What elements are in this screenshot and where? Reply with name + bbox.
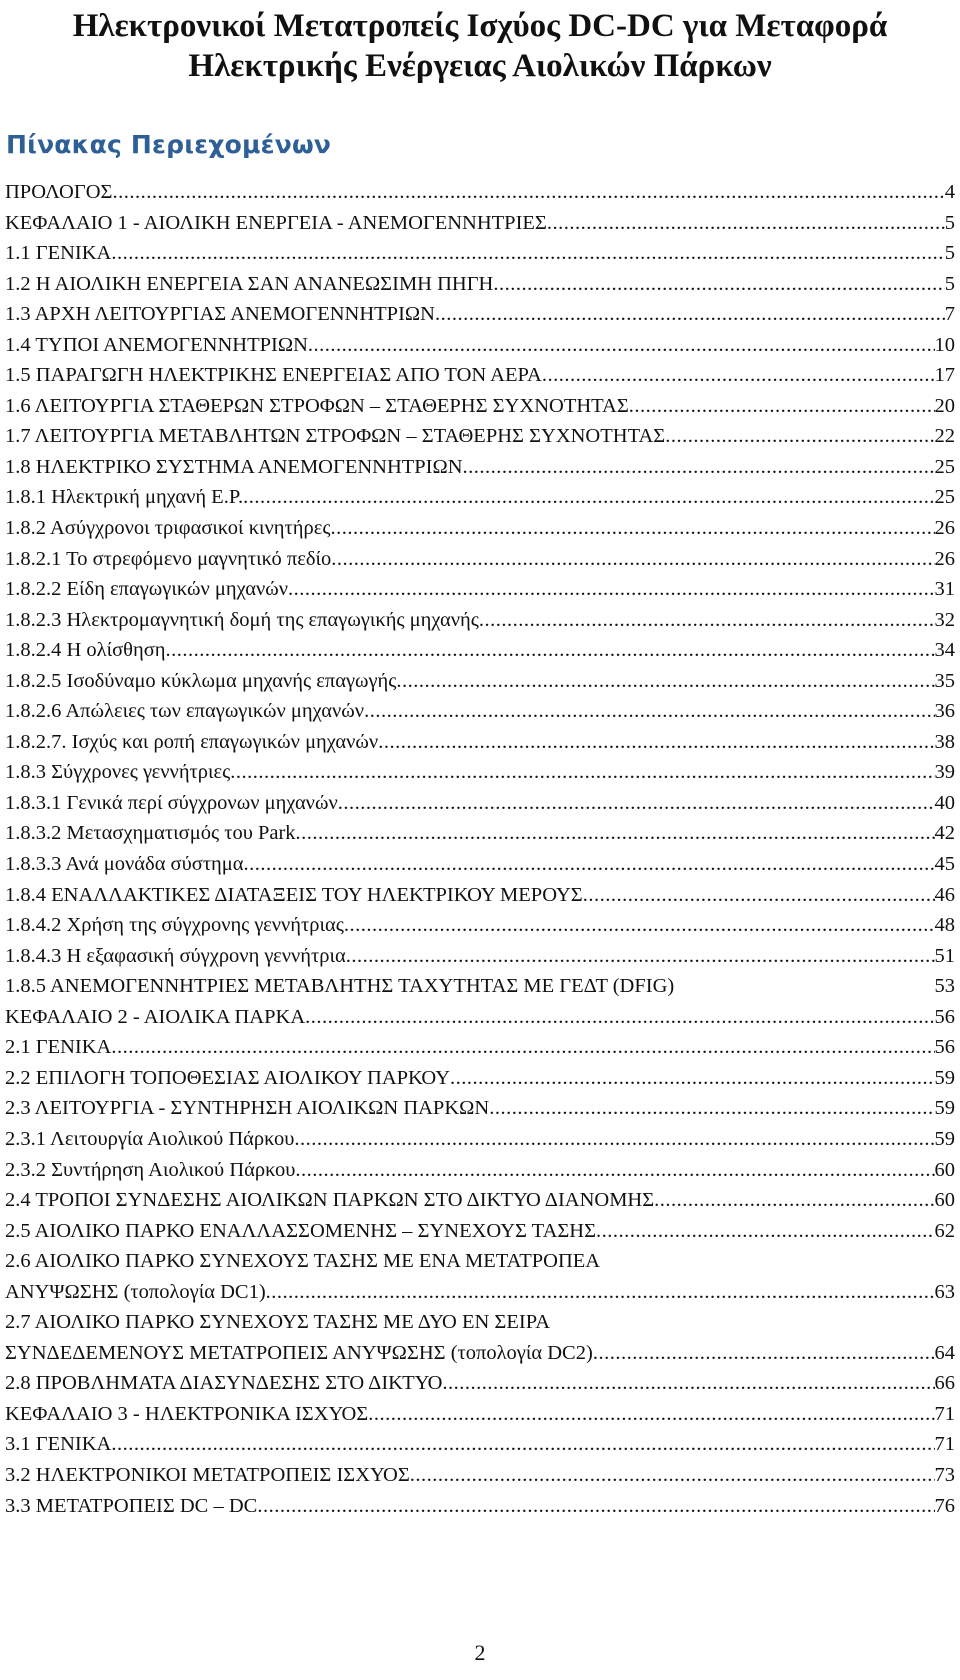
toc-entry-label: 1.8.5 ΑΝΕΜΟΓΕΝΝΗΤΡΙΕΣ ΜΕΤΑΒΛΗΤΗΣ ΤΑΧΥΤΗΤΑΣ ΜΕ ΓΕΔΤ (DFIG) — [5, 975, 675, 998]
toc-entry-label: 1.8.3.2 Μετασχηματισμός του Park — [5, 822, 296, 845]
toc-dot-leader — [330, 513, 934, 544]
toc-entry-page: 10 — [934, 333, 955, 356]
toc-entry[interactable] — [5, 1246, 955, 1277]
toc-dot-leader — [288, 574, 934, 605]
toc-entry[interactable] — [5, 635, 955, 666]
toc-dot-leader — [344, 910, 935, 941]
toc-dot-leader — [166, 635, 935, 666]
toc-entry[interactable] — [5, 269, 955, 300]
toc-dot-leader — [463, 452, 935, 483]
toc-entry-page: 56 — [934, 1036, 955, 1059]
toc-entry-page: 63 — [934, 1280, 955, 1303]
toc-entry[interactable] — [5, 849, 955, 880]
toc-dot-leader — [111, 1032, 934, 1063]
toc-entry-page: 76 — [934, 1494, 955, 1517]
toc-entry-label: 2.2 ΕΠΙΛΟΓΗ ΤΟΠΟΘΕΣΙΑΣ ΑΙΟΛΙΚΟΥ ΠΑΡΚΟΥ — [5, 1066, 451, 1089]
toc-dot-leader — [112, 177, 944, 208]
toc-entry-label: ΑΝΥΨΩΣΗΣ (τοπολογία DC1) — [5, 1280, 266, 1303]
toc-entry-page: 4 — [944, 181, 955, 203]
toc-entry-label: 3.1 ΓΕΝΙΚΑ — [5, 1433, 112, 1456]
document-title — [0, 6, 960, 86]
toc-entry-page: 5 — [944, 272, 955, 295]
toc-entry[interactable] — [5, 818, 955, 849]
toc-entry-label: 1.8.2 Ασύγχρονοι τριφασικοί κινητήρες — [5, 517, 331, 540]
toc-dot-leader — [244, 849, 935, 880]
toc-entry-label: 2.5 ΑΙΟΛΙΚΟ ΠΑΡΚΟ ΕΝΑΛΛΑΣΣΟΜΕΝΗΣ – ΣΥΝΕΧΟΥΣ ΤΑΣΗΣ — [5, 1219, 597, 1242]
toc-dot-leader — [294, 1124, 934, 1155]
toc-entry-label: ΚΕΦΑΛΑΙΟ 1 - ΑΙΟΛΙΚΗ ΕΝΕΡΓΕΙΑ - ΑΝΕΜΟΓΕΝΝΗΤΡΙΕΣ — [5, 211, 547, 234]
toc-entry[interactable] — [5, 1002, 955, 1033]
toc-entry[interactable] — [5, 1429, 955, 1460]
toc-entry[interactable] — [5, 1124, 955, 1155]
toc-entry-label: 3.3 ΜΕΤΑΤΡΟΠΕΙΣ DC – DC — [5, 1494, 258, 1517]
toc-entry[interactable] — [5, 452, 955, 483]
toc-entry-page: 45 — [934, 853, 955, 876]
toc-entry[interactable] — [5, 971, 955, 1002]
toc-entry-label: 1.3 ΑΡΧΗ ΛΕΙΤΟΥΡΓΙΑΣ ΑΝΕΜΟΓΕΝΝΗΤΡΙΩΝ — [5, 303, 435, 326]
toc-entry-label: 1.6 ΛΕΙΤΟΥΡΓΙΑ ΣΤΑΘΕΡΩΝ ΣΤΡΟΦΩΝ – ΣΤΑΘΕΡΗΣ ΣΥΧΝΟΤΗΤΑΣ — [5, 394, 629, 417]
toc-entry-label: ΚΕΦΑΛΑΙΟ 2 - ΑΙΟΛΙΚΑ ΠΑΡΚΑ — [5, 1005, 306, 1028]
toc-entry-label: 1.8.3 Σύγχρονες γεννήτριες — [5, 761, 231, 784]
toc-entry-label: 1.8.3.1 Γενικά περί σύγχρονων μηχανών — [5, 791, 338, 814]
toc-dot-leader — [596, 1216, 934, 1247]
toc-entry-page: 39 — [934, 761, 955, 784]
toc-entry-label: 1.7 ΛΕΙΤΟΥΡΓΙΑ ΜΕΤΑΒΛΗΤΩΝ ΣΤΡΟΦΩΝ – ΣΤΑΘΕΡΗΣ ΣΥΧΝΟΤΗΤΑΣ — [5, 425, 666, 448]
toc-entry-page: 5 — [944, 211, 955, 234]
toc-dot-leader — [665, 421, 934, 452]
toc-entry-page: 59 — [934, 1066, 955, 1089]
toc-entry[interactable] — [5, 1368, 955, 1399]
toc-entry-label: 1.8.1 Ηλεκτρική μηχανή Ε.Ρ. — [5, 486, 244, 509]
toc-entry[interactable] — [5, 574, 955, 605]
toc-heading: Πίνακας Περιεχομένων — [6, 130, 332, 159]
toc-dot-leader — [450, 1063, 934, 1094]
toc-entry-label: 1.8 ΗΛΕΚΤΡΙΚΟ ΣΥΣΤΗΜΑ ΑΝΕΜΟΓΕΝΝΗΤΡΙΩΝ — [5, 455, 463, 478]
toc-entry[interactable] — [5, 1399, 955, 1430]
toc-entry[interactable] — [5, 238, 955, 269]
toc-dot-leader — [243, 482, 934, 513]
toc-dot-leader — [396, 666, 934, 697]
toc-entry-page: 51 — [934, 944, 955, 967]
toc-entry[interactable] — [5, 1093, 955, 1124]
toc-entry-label: 1.8.2.4 Η ολίσθηση — [5, 639, 166, 662]
toc-entry-page: 60 — [934, 1189, 955, 1212]
toc-entry-page: 26 — [934, 547, 955, 570]
toc-entry[interactable] — [5, 1185, 955, 1216]
toc-entry-label: 2.3.1 Λειτουργία Αιολικού Πάρκου — [5, 1127, 295, 1150]
toc-entry-label: 3.2 ΗΛΕΚΤΡΟΝΙΚΟΙ ΜΕΤΑΤΡΟΠΕΙΣ ΙΣΧΥΟΣ — [5, 1463, 410, 1486]
toc-entry-page: 20 — [934, 394, 955, 417]
toc-entry-page: 26 — [934, 517, 955, 540]
toc-entry-page: 25 — [934, 455, 955, 478]
toc-dot-leader — [583, 880, 935, 911]
toc-entry[interactable] — [5, 544, 955, 575]
toc-entry-page: 48 — [934, 914, 955, 937]
toc-entry[interactable] — [5, 1277, 955, 1308]
toc-dot-leader — [442, 1368, 934, 1399]
toc-dot-leader — [479, 605, 935, 636]
toc-entry[interactable] — [5, 482, 955, 513]
toc-entry-page: 25 — [934, 486, 955, 509]
toc-entry[interactable] — [5, 666, 955, 697]
toc-entry-label: 1.8.2.6 Απώλειες των επαγωγικών μηχανών — [5, 700, 365, 723]
toc-entry[interactable] — [5, 391, 955, 422]
toc-entry-label: 1.8.2.2 Είδη επαγωγικών μηχανών — [5, 578, 289, 601]
toc-entry-page: 35 — [934, 669, 955, 692]
toc-entry-page: 59 — [934, 1127, 955, 1150]
toc-entry-page: 56 — [934, 1005, 955, 1028]
toc-entry-page: 73 — [934, 1463, 955, 1486]
toc-entry-page: 31 — [934, 578, 955, 601]
toc-entry[interactable] — [5, 330, 955, 361]
title-line-2: Ηλεκτρικής Ενέργειας Αιολικών Πάρκων — [188, 48, 772, 84]
toc-entry-page: 22 — [934, 425, 955, 448]
table-of-contents — [5, 177, 955, 1521]
toc-entry-label: 2.1 ΓΕΝΙΚΑ — [5, 1036, 112, 1059]
toc-entry[interactable] — [5, 1155, 955, 1186]
toc-entry-page: 46 — [934, 883, 955, 906]
toc-dot-leader — [305, 1002, 934, 1033]
toc-entry-label: 1.8.2.7. Ισχύς και ροπή επαγωγικών μηχανών — [5, 730, 379, 753]
toc-dot-leader — [257, 1491, 934, 1522]
toc-entry-label: 1.4 ΤΥΠΟΙ ΑΝΕΜΟΓΕΝΝΗΤΡΙΩΝ — [5, 333, 308, 356]
toc-entry-page: 38 — [934, 730, 955, 753]
toc-entry-page: 60 — [934, 1158, 955, 1181]
toc-entry[interactable] — [5, 360, 955, 391]
toc-entry-page: 40 — [934, 791, 955, 814]
toc-entry-page: 32 — [934, 608, 955, 631]
toc-entry[interactable] — [5, 1460, 955, 1491]
toc-dot-leader — [547, 208, 945, 239]
toc-entry-label: ΣΥΝΔΕΔΕΜΕΝΟΥΣ ΜΕΤΑΤΡΟΠΕΙΣ ΑΝΥΨΩΣΗΣ (τοπολογία DC2) — [5, 1341, 593, 1364]
toc-entry[interactable] — [5, 1063, 955, 1094]
toc-entry[interactable] — [5, 757, 955, 788]
toc-entry[interactable] — [5, 788, 955, 819]
toc-entry-label: 2.6 ΑΙΟΛΙΚΟ ΠΑΡΚΟ ΣΥΝΕΧΟΥΣ ΤΑΣΗΣ ΜΕ ΕΝΑ ΜΕΤΑΤΡΟΠΕΑ — [5, 1250, 601, 1273]
toc-entry-label: 1.8.2.5 Ισοδύναμο κύκλωμα μηχανής επαγωγής — [5, 669, 397, 692]
toc-entry-label: 1.8.2.1 Το στρεφόμενο μαγνητικό πεδίο — [5, 547, 332, 570]
toc-entry-label: 1.8.3.3 Ανά μονάδα σύστημα — [5, 853, 244, 876]
toc-dot-leader — [230, 757, 934, 788]
toc-entry-label: ΠΡΟΛΟΓΟΣ — [5, 181, 113, 203]
toc-entry[interactable] — [5, 696, 955, 727]
toc-entry-label: ΚΕΦΑΛΑΙΟ 3 - ΗΛΕΚΤΡΟΝΙΚΑ ΙΣΧΥΟΣ — [5, 1402, 369, 1425]
toc-entry[interactable] — [5, 941, 955, 972]
toc-dot-leader — [308, 330, 935, 361]
toc-entry-label: 2.3.2 Συντήρηση Αιολικού Πάρκου — [5, 1158, 296, 1181]
toc-entry-label: 1.5 ΠΑΡΑΓΩΓΗ ΗΛΕΚΤΡΙΚΗΣ ΕΝΕΡΓΕΙΑΣ ΑΠΟ ΤΟΝ ΑΕΡΑ — [5, 364, 542, 387]
toc-entry[interactable] — [5, 299, 955, 330]
toc-entry[interactable] — [5, 1032, 955, 1063]
toc-entry-label: 2.8 ΠΡΟΒΛΗΜΑΤΑ ΔΙΑΣΥΝΔΕΣΗΣ ΣΤΟ ΔΙΚΤΥΟ — [5, 1372, 443, 1395]
toc-entry[interactable] — [5, 513, 955, 544]
toc-entry-page: 53 — [934, 975, 955, 998]
toc-dot-leader — [542, 360, 935, 391]
toc-entry-page: 64 — [934, 1341, 955, 1364]
toc-entry-label: 1.8.2.3 Ηλεκτρομαγνητική δομή της επαγωγικής μηχανής — [5, 608, 479, 631]
toc-entry-label: 1.8.4.3 Η εξαφασική σύγχρονη γεννήτρια — [5, 944, 346, 967]
toc-entry[interactable] — [5, 1338, 955, 1369]
toc-dot-leader — [364, 696, 934, 727]
toc-dot-leader — [629, 391, 935, 422]
toc-dot-leader — [435, 299, 945, 330]
toc-entry-label: 1.2 Η ΑΙΟΛΙΚΗ ΕΝΕΡΓΕΙΑ ΣΑΝ ΑΝΑΝΕΩΣΙΜΗ ΠΗΓΗ — [5, 272, 494, 295]
toc-dot-leader — [593, 1338, 935, 1369]
toc-entry-page: 17 — [934, 364, 955, 387]
toc-dot-leader — [493, 269, 944, 300]
title-line-1: Ηλεκτρονικοί Μετατροπείς Ισχύος DC-DC για Μεταφορά — [72, 8, 888, 44]
toc-dot-leader — [489, 1093, 934, 1124]
toc-entry[interactable] — [5, 727, 955, 758]
toc-entry-page: 66 — [934, 1372, 955, 1395]
toc-entry-label: 1.8.4 ΕΝΑΛΛΑΚΤΙΚΕΣ ΔΙΑΤΑΞΕΙΣ ΤΟΥ ΗΛΕΚΤΡΙΚΟΥ ΜΕΡΟΥΣ — [5, 883, 583, 906]
toc-entry-page: 42 — [934, 822, 955, 845]
toc-dot-leader — [111, 1429, 934, 1460]
toc-entry-page: 36 — [934, 700, 955, 723]
page-number: 2 — [474, 1640, 486, 1665]
toc-entry-page: 7 — [944, 303, 955, 326]
toc-entry-page: 5 — [944, 242, 955, 265]
toc-dot-leader — [410, 1460, 935, 1491]
toc-dot-leader — [346, 941, 935, 972]
toc-entry[interactable] — [5, 177, 955, 208]
toc-dot-leader — [368, 1399, 934, 1430]
toc-entry[interactable] — [5, 1307, 955, 1338]
toc-entry-label: 2.3 ΛΕΙΤΟΥΡΓΙΑ - ΣΥΝΤΗΡΗΣΗ ΑΙΟΛΙΚΩΝ ΠΑΡΚΩΝ — [5, 1097, 490, 1120]
toc-entry-label: 2.7 ΑΙΟΛΙΚΟ ΠΑΡΚΟ ΣΥΝΕΧΟΥΣ ΤΑΣΗΣ ΜΕ ΔΥΟ ΕΝ ΣΕΙΡΑ — [5, 1311, 551, 1334]
toc-entry-page: 34 — [934, 639, 955, 662]
toc-entry-page: 62 — [934, 1219, 955, 1242]
toc-entry[interactable] — [5, 1491, 955, 1522]
toc-entry-label: 1.1 ΓΕΝΙΚΑ — [5, 242, 112, 265]
toc-entry-label: 1.8.4.2 Χρήση της σύγχρονης γεννήτριας — [5, 914, 344, 937]
toc-dot-leader — [338, 788, 935, 819]
toc-dot-leader — [295, 1155, 934, 1186]
toc-entry[interactable] — [5, 421, 955, 452]
toc-entry-page: 71 — [934, 1402, 955, 1425]
toc-dot-leader — [296, 818, 935, 849]
toc-dot-leader — [331, 544, 934, 575]
toc-dot-leader — [378, 727, 934, 758]
toc-entry-page: 59 — [934, 1097, 955, 1120]
toc-entry[interactable] — [5, 208, 955, 239]
toc-entry[interactable] — [5, 605, 955, 636]
toc-dot-leader — [266, 1277, 935, 1308]
toc-entry[interactable] — [5, 1216, 955, 1247]
toc-entry[interactable] — [5, 880, 955, 911]
toc-entry-label: 2.4 ΤΡΟΠΟΙ ΣΥΝΔΕΣΗΣ ΑΙΟΛΙΚΩΝ ΠΑΡΚΩΝ ΣΤΟ ΔΙΚΤΥΟ ΔΙΑΝΟΜΗΣ — [5, 1189, 655, 1212]
toc-dot-leader — [654, 1185, 934, 1216]
toc-entry[interactable] — [5, 910, 955, 941]
toc-dot-leader — [111, 238, 944, 269]
toc-entry-page: 71 — [934, 1433, 955, 1456]
